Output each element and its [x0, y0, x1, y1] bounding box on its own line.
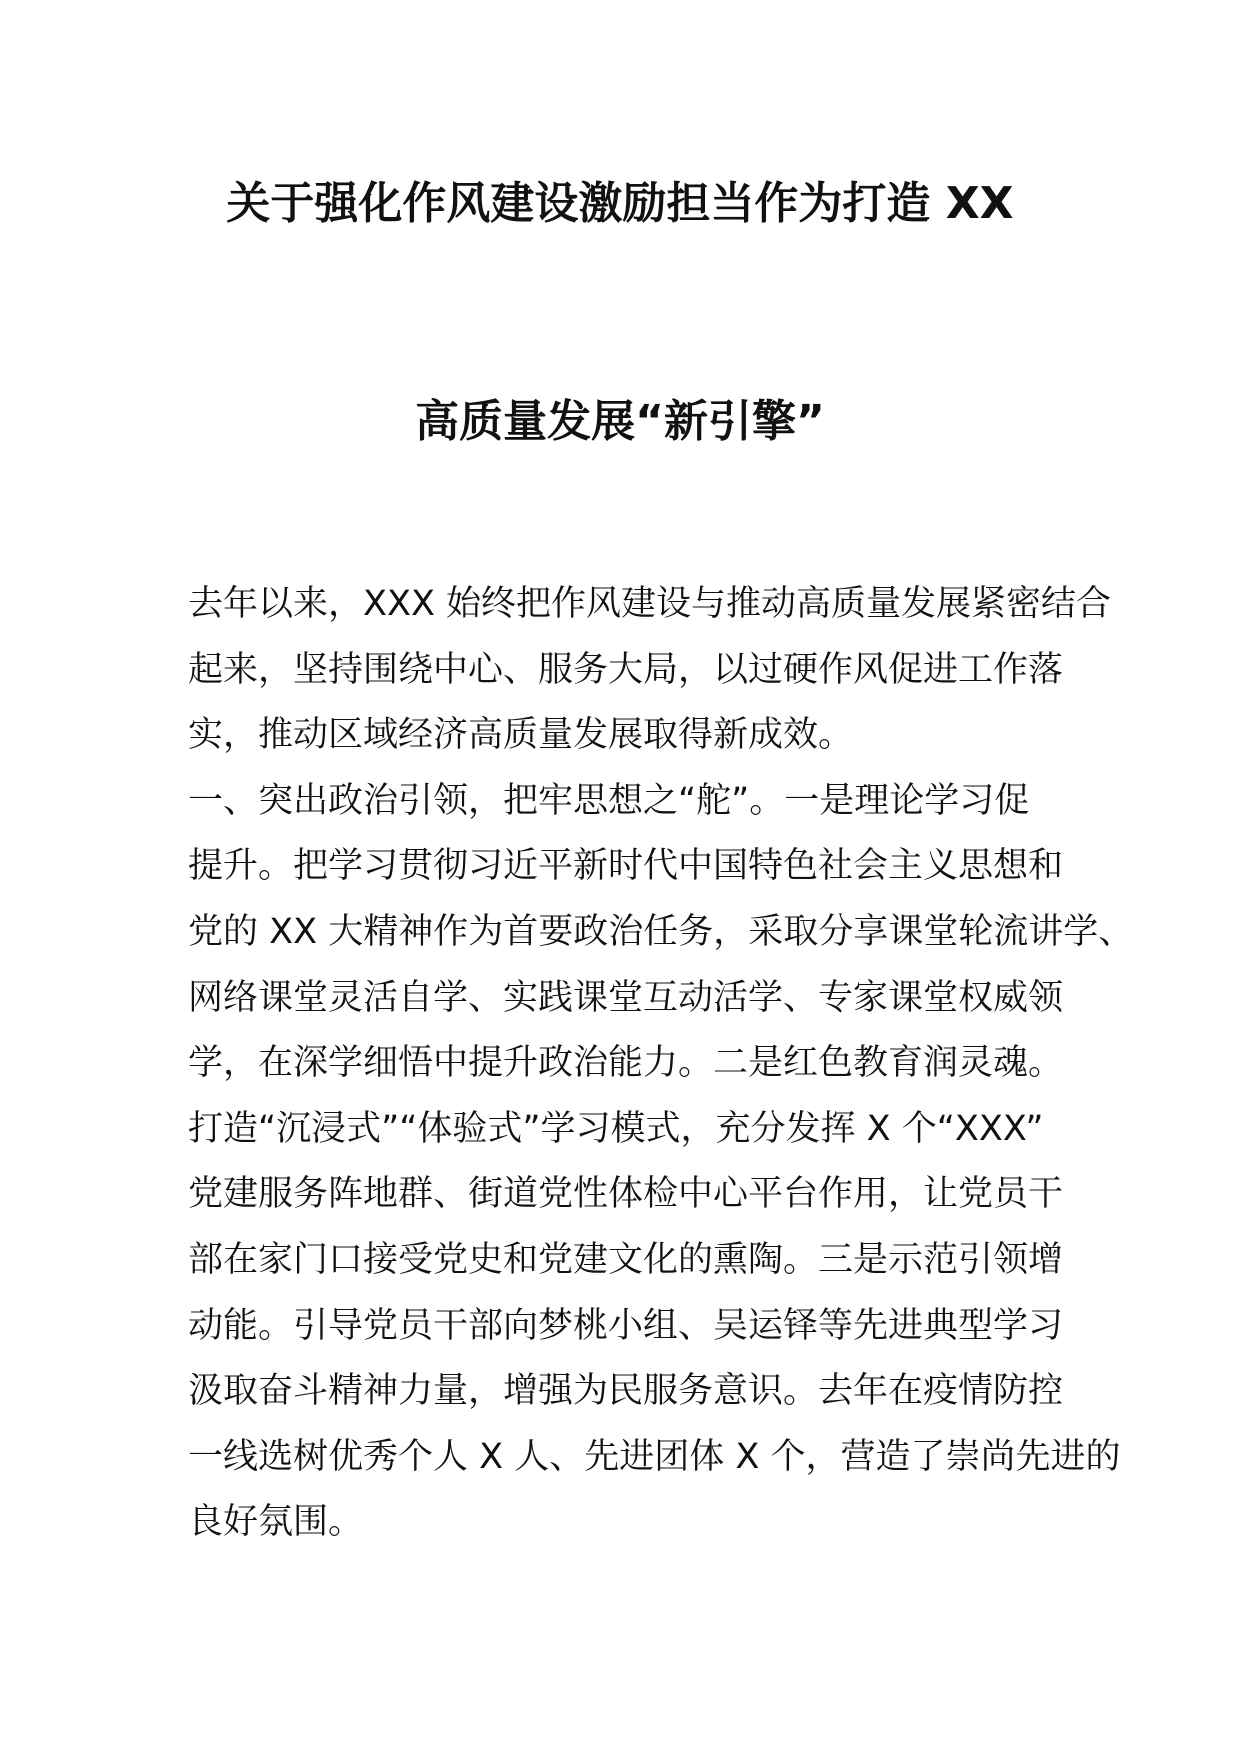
body-line-3: 实，推动区域经济高质量发展取得新成效。: [188, 715, 854, 756]
body-line-2: 起来，坚持围绕中心、服务大局，以过硬作风促进工作落: [188, 649, 1064, 690]
body-line-13: 汲取奋斗精神力量，增强为民服务意识。去年在疫情防控: [188, 1371, 1064, 1412]
body-line-8: 学，在深学细悟中提升政治能力。二是红色教育润灵魂。: [188, 1043, 1064, 1084]
body-line-1: 去年以来，XXX 始终把作风建设与推动高质量发展紧密结合: [188, 584, 1112, 624]
body-line-14: 一线选树优秀个人 X 人、先进团体 X 个，营造了崇尚先进的: [188, 1436, 1121, 1477]
document-title-line-1: 关于强化作风建设激励担当作为打造 XX: [226, 178, 1014, 229]
body-line-11: 部在家门口接受党史和党建文化的熏陶。三是示范引领增: [188, 1239, 1064, 1280]
body-line-9: 打造“沉浸式”“体验式”学习模式，充分发挥 X 个“XXX”: [188, 1108, 1044, 1149]
body-line-10: 党建服务阵地群、街道党性体检中心平台作用，让党员干: [188, 1174, 1064, 1215]
body-line-12: 动能。引导党员干部向梦桃小组、吴运铎等先进典型学习: [188, 1305, 1064, 1346]
body-line-6: 党的 XX 大精神作为首要政治任务，采取分享课堂轮流讲学、: [188, 911, 1134, 952]
document-title-line-2: 高质量发展“新引擎”: [415, 396, 825, 447]
document-body: [188, 572, 1134, 1556]
body-line-5: 提升。把学习贯彻习近平新时代中国特色社会主义思想和: [188, 846, 1064, 887]
body-line-15: 良好氛围。: [188, 1502, 364, 1543]
body-line-4: 一、突出政治引领，把牢思想之“舵”。一是理论学习促: [188, 780, 1030, 821]
body-line-7: 网络课堂灵活自学、实践课堂互动活学、专家课堂权威领: [188, 977, 1064, 1018]
